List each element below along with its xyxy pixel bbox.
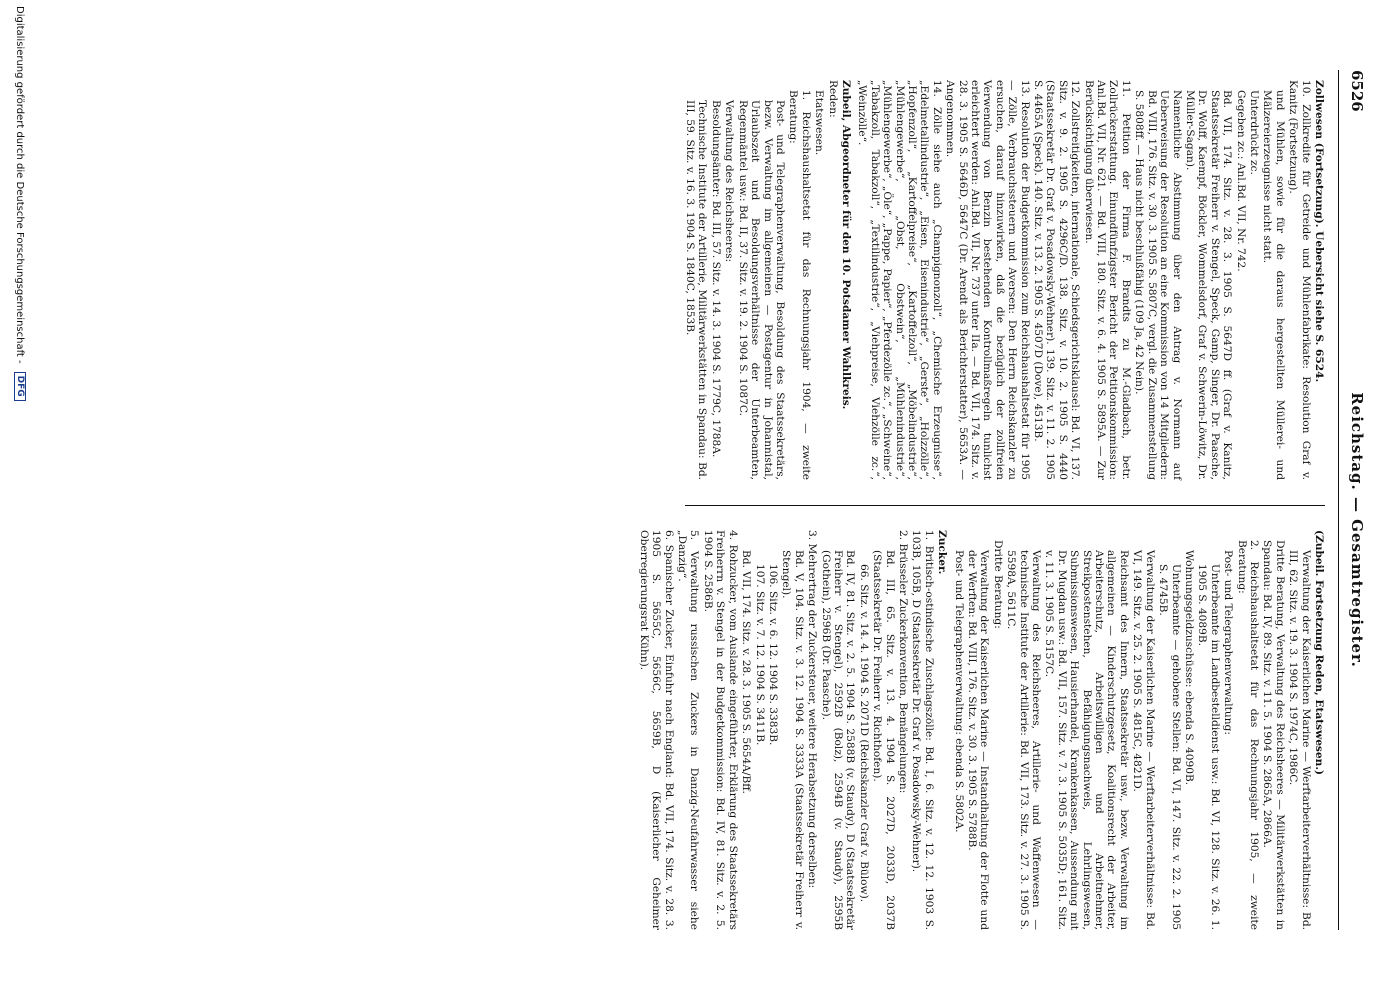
register-entry: Namentliche Abstimmung über den Antrag v. Normann auf Ueberweisung der Resolution an eine Kommission von 14 Mitgliedern: Bd. VIII, 176. Sitz. v. 30. 3. 1905 S. 5807C, vergl. die Zusammenstellung S. 5808ff. — Haus nicht beschlußfähig (109 Ja, 42 Nein). xyxy=(1133,90,1183,480)
register-entry: Etatswesen. xyxy=(813,90,826,156)
register-entry: Dritte Beratung, Verwaltung des Reichsheeres — Militärwerkstätten in Spandau: Bd. IV, 89. Sitz. v. 11. 5. 1904 S. 2865A, 2866A. xyxy=(1261,540,1286,930)
entry-gap xyxy=(948,520,951,930)
register-entry: Reden: xyxy=(826,80,839,118)
register-entry: Verwaltung der Kaiserlichen Marine — Instandhaltung der Flotte und der Werften: Bd. VIII, 176. Sitz. v. 30. 3. 1905 S. 5788B. xyxy=(966,550,991,930)
register-entry: Bd. IV, 81. Sitz. v. 2. 5. 1904 S. 2588B (v. Staudy), D (Staatssekretär Freiherr v. Stengel), 2592B (Bolz), 2594B (v. Staudy), 2595B (Gothein), 2596B (Dr. Paasche). xyxy=(819,550,857,930)
digitization-note xyxy=(10,0,30,1000)
register-entry: 3. Mehrertrag der Zuckersteuer, weitere Herabsetzung derselben: xyxy=(806,530,819,889)
digitization-note-text: Digitalisierung gefördert durch die Deutsche Forschungsgemeinschaft - xyxy=(14,6,26,364)
register-entry: Verwaltung des Reichsheeres, Artillerie- und Waffenwesen — technische Institute der Artillerie: Bd. VII, 173. Sitz. v. 27. 3. 1905 S. 5598A, 5611C. xyxy=(1005,550,1043,930)
header-rule xyxy=(1338,70,1339,930)
column-divider xyxy=(685,505,1325,506)
register-entry: 107. Sitz. v. 7. 12. 1904 S. 3411B. xyxy=(753,564,766,746)
register-entry: 5. Verwaltung russischen Zuckers in Danzig-Neufahrwasser siehe „Danzig“. xyxy=(676,530,701,930)
register-entry: Zubeil, Abgeordneter für den 10. Potsdamer Wahlkreis. xyxy=(839,80,852,410)
register-entry: Bd. VII, 174. Sitz. v. 28. 3. 1905 S. 5647D ff. (Graf v. Kanitz, Staatssekretär Freiherr v. Stengel, Speck, Gamp, Singer, Dr. Paasche, Dr. Wolff, Kaempf, Böckler, Wommelsdorf, Graf v. Schwerin-Löwitz, Dr. Müller-Sagan). xyxy=(1183,90,1234,480)
register-entry: Bd. III, 65. Sitz. v. 13. 4. 1904 S. 2027D, 2033D, 2037B (Staatssekretär Dr. Freiherr v. Richthofen). xyxy=(871,550,896,930)
register-entry: Verwaltung der Kaiserlichen Marine — Werftarbeiterverhältnisse: Bd. III, 62. Sitz. v. 19. 3. 1904 S. 1974C, 1986C. xyxy=(1287,550,1312,930)
entry-gap xyxy=(852,70,855,480)
register-entry: Zucker. xyxy=(936,530,949,575)
register-entry: 14. Zölle siehe auch „Champignonzoll“, „Chemische Erzeugnisse“, „Edelmetallindustrie“, „Eisen, Eisenindustrie“, „Gerste“, „Holzzölle“, „Hopfenzoll“, „Kartoffelpreise“, „Kartoffelzoll“, „Möbelindustrie“, „Mühlengewerbe“, „Obst, Obstwein“, „Mühlenindustrie“, „Mühlengewerbe“, „Öle“, „Pappe, Papier“, „Pferdezölle zc.“, „Schweine“, „Tabakzoll, Tabakzoll“, „Textilindustrie“, „Viehpreise, Viehzölle zc.“, „Weinzölle“. xyxy=(856,80,943,480)
register-entry: Post- und Telegraphenverwaltung, Besoldung des Staatssekretärs, bezw. Verwaltung im allgemeinen — Postagentur in Johannistal, Urlaubszeit und Besoldungsverhältnisse der Unterbeamten, Regenmäntel usw.: Bd. II, 37. Sitz. v. 19. 2. 1904 S. 1087C. xyxy=(736,100,786,480)
register-entry: 4. Rohzucker, vom Auslande eingeführter, Erklärung des Staatssekretärs Freiherrn v. Stengel in der Budgetkommission: Bd. IV, 81. Sitz. v. 2. 5. 1904 S. 2586B. xyxy=(701,530,739,930)
register-entry: Post- und Telegraphenverwaltung: xyxy=(1222,550,1235,735)
register-entry: 2. Brüsseler Zuckerkonvention, Bemängelungen: xyxy=(897,530,909,794)
register-entry: Unterdrückt zc. xyxy=(1247,90,1260,175)
register-entry: Gegeben zc.: Anl.Bd. VII, Nr. 742. xyxy=(1234,90,1247,272)
right-column xyxy=(636,520,1325,930)
register-entry: Zollwesen (Fortsetzung). Uebersicht siehe S. 6524. xyxy=(1313,80,1325,383)
page-header xyxy=(1339,70,1375,930)
register-entry: und Mühlen, sowie für die daraus hergestellten Müllerei- und Mälzereierzeugnisse nicht statt. xyxy=(1261,90,1286,480)
register-entry: 106. Sitz. v. 6. 12. 1904 S. 3383B. xyxy=(766,564,779,746)
register-entry: 6. Spanischer Zucker, Einfuhr nach England: Bd. VII, 174. Sitz. v. 28. 3. 1905 S. 5655C, 5656C, 5659B, D (Kaiserlicher Geheimer Oberregierungsrat Kühn). xyxy=(637,530,675,930)
register-entry: 12. Zollstreitigkeiten, internationale, Schiedsgerichtsklausel: Bd. VI, 137. Sitz. v. 9. 2. 1905 S. 4296C/D. 138. Sitz. v. 10. 2. 1905 S. 4440 (Staatssekretär Dr. Graf v. Posadowsky-Wehner). 139. Sitz. v. 11. 2. 1905 S. 4465A (Speck). 140. Sitz. v. 13. 2. 1905 S. 4507D (Dove), 4513B. xyxy=(1032,80,1082,480)
register-entry: 11. Petition der Firma F. Brandts zu M.-Gladbach, betr. Zollrückerstattung. Einundfünfzigster Bericht der Petitionskommission: Anl.Bd. VII, Nr. 621. — Bd. VIII, 180. Sitz. v. 6. 4. 1905 S. 5895A. — Zur Berücksichtigung überwiesen. xyxy=(1082,80,1132,480)
page-number: 6526 xyxy=(1348,70,1366,112)
register-entry: Bd. V, 104. Sitz. v. 3. 12. 1904 S. 3333A (Staatssekretär Freiherr v. Stengel). xyxy=(780,550,805,930)
register-entry: 10. Zollkredite für Getreide und Mühlenfabrikate: Resolution Graf v. Kanitz (Fortsetzung). xyxy=(1287,80,1312,480)
register-entry: (Zubeil. Fortsetzung Reden, Etatswesen.) xyxy=(1313,530,1325,776)
register-entry: Verwaltung der Kaiserlichen Marine — Werftarbeiterverhältnisse: Bd. VI, 149. Sitz. v. 25. 2. 1905 S. 4815C, 4821D. xyxy=(1131,550,1156,930)
register-entry: 66. Sitz. v. 14. 4. 1904 S. 2071D (Reichskanzler Graf v. Bülow). xyxy=(857,564,870,903)
page-title: Reichstag. — Gesamtregister. xyxy=(1348,392,1366,668)
register-entry: Dritte Beratung: xyxy=(991,540,1004,629)
register-entry: Verwaltung des Reichsheeres: xyxy=(723,100,736,263)
register-entry: Wohnungsgeldzuschüsse: ebenda S. 4090B. xyxy=(1182,550,1195,786)
register-entry: Unterbeamte — gehobene Stellen: Bd. VI, 147. Sitz. v. 22. 2. 1905 S. 4745B. xyxy=(1157,564,1182,930)
register-entry: 2. Reichshaushaltsetat für das Rechnungsjahr 1905, — zweite Beratung: xyxy=(1235,540,1260,930)
register-entry: 13. Resolution der Budgetkommission zum Reichshaushaltsetat für 1905 — Zölle, Verbrauchssteuern und Aversen: Den Herrn Reichskanzler zu ersuchen, darauf hinzuwirken, daß die bezüglich der zollfreien Verwendung von Benzin bestehenden Kontrollmaßregeln tunlichst erleichtert werden: Anl.Bd. VII, Nr. 737 unter IIa. — Bd. VII, 174. Sitz. v. 28. 3. 1905 S. 5646D, 5647C (Dr. Arendt als Berichterstatter), 5653A. — Angenommen. xyxy=(944,80,1031,480)
register-entry: Besoldungsämter: Bd. III, 57. Sitz. v. 14. 3. 1904 S. 1779C, 1788A. xyxy=(709,100,722,458)
register-entry: Technische Institute der Artillerie, Militärwerkstätten in Spandau: Bd. III, 59. Sitz. v. 16. 3. 1904 S. 1840C, 1853B. xyxy=(684,100,709,480)
register-entry: Unterbeamte im Landbestelldienst usw.: Bd. VI, 128. Sitz. v. 26. 1. 1905 S. 4089B. xyxy=(1196,564,1221,930)
register-entry: Reichsamt des Innern, Staatssekretär usw., bezw. Verwaltung im allgemeinen — Kinderschutzgesetz, Koalitionsrecht der Arbeiter, Arbeiterschutz, Arbeitswilligen und Arbeitnehmer, Streikpostenstehen, Befähigungsnachweis, Lehrlingswesen, Submissionswesen, Hausierhandel, Krankenkassen, Aussendung mit Dr. Mugdan usw.: Bd. VII, 157. Sitz. v. 7. 3. 1905 S. 5035D; 161. Sitz. v. 11. 3. 1905 S. 5157C. xyxy=(1043,550,1130,930)
register-entry: Post- und Telegraphenverwaltung: ebenda S. 5802A. xyxy=(952,550,965,833)
register-entry: 1. Britisch-ostindische Zuschlagszölle: Bd. I, 6. Sitz. v. 12. 12. 1903 S. 103B, 105B, D (Staatssekretär Dr. Graf v. Posadowsky-Wehner). xyxy=(910,530,935,930)
left-column xyxy=(683,70,1325,480)
register-entry: Bd. VII, 174. Sitz. v. 28. 3. 1905 S. 5654A/Bff. xyxy=(740,550,753,794)
dfg-logo: DFG xyxy=(14,372,26,401)
register-entry: 1. Reichshaushaltsetat für das Rechnungsjahr 1904, — zweite Beratung: xyxy=(787,90,812,480)
